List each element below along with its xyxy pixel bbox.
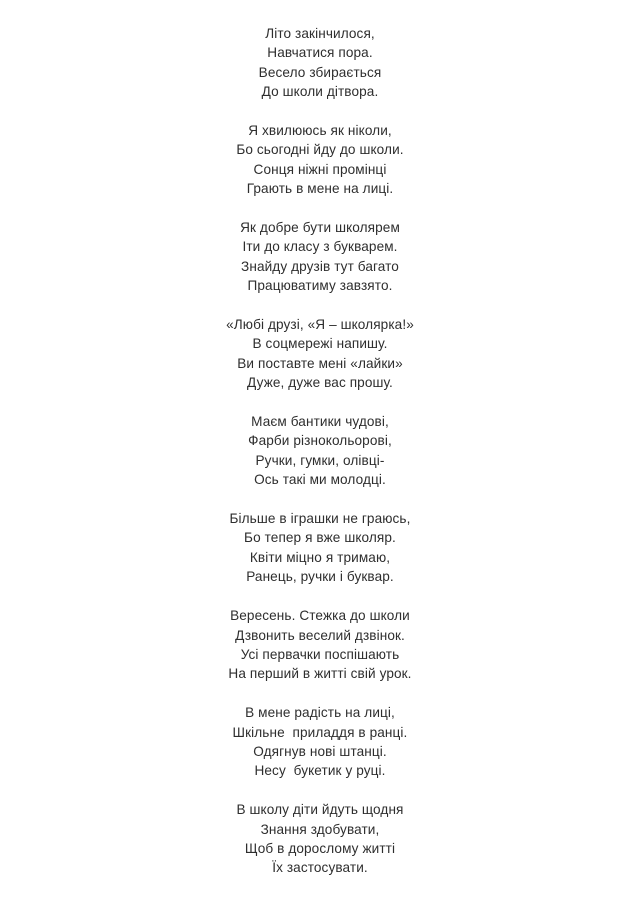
poem-line: Квіти міцно я тримаю,	[249, 549, 391, 565]
poem-line: Навчатися пора.	[267, 45, 373, 61]
poem-line: Щоб в дорослому житті	[244, 840, 396, 856]
poem-line: Літо закінчилося,	[265, 26, 375, 41]
poem-line: Шкільне приладдя в ранці.	[232, 724, 408, 740]
poem-line: В школу діти йдуть щодня	[236, 802, 404, 818]
stanza-8	[0, 703, 640, 781]
poem-line: Ручки, гумки, олівці-	[255, 452, 385, 468]
poem-line: Весело збирається	[258, 64, 382, 80]
poem-line: В соцмережі напишу.	[252, 336, 388, 352]
poem-line: Грають в мене на лиці.	[246, 181, 394, 197]
stanza-7	[0, 606, 640, 684]
stanza-2	[0, 121, 640, 199]
poem-line: Як добре бути школярем	[240, 220, 400, 236]
stanza-4	[0, 315, 640, 393]
poem-line: Іти до класу з букварем.	[242, 239, 398, 255]
poem-line: Дзвонить веселий дзвінок.	[235, 627, 405, 643]
poem-line: Ранець, ручки і буквар.	[246, 569, 394, 585]
poem-line: «Любі друзі, «Я – школярка!»	[226, 317, 414, 333]
stanza-9	[0, 800, 640, 878]
poem-line: Фарби різнокольорові,	[248, 433, 392, 449]
poem-line: Їх застосувати.	[272, 860, 368, 876]
poem-line: Одягнув нові штанці.	[253, 743, 387, 759]
poem-line: Знання здобувати,	[260, 821, 380, 837]
poem-line: Усі первачки поспішають	[240, 646, 400, 662]
poem-line: Я хвилююсь як ніколи,	[248, 123, 392, 139]
poem-line: Працюватиму завзято.	[247, 278, 393, 294]
poem-line: Дуже, дуже вас прошу.	[247, 375, 393, 391]
poem-line: Несу букетик у руці.	[254, 763, 386, 779]
poem-line: Вересень. Стежка до школи	[230, 608, 410, 624]
poem-line: Бо тепер я вже школяр.	[244, 530, 396, 546]
poem-line: Ви поставте мені «лайки»	[237, 355, 403, 371]
poem-line: Ось такі ми молодці.	[254, 472, 386, 488]
poem-line: Більше в іграшки не граюсь,	[229, 511, 411, 527]
stanza-5	[0, 412, 640, 490]
stanza-6	[0, 509, 640, 587]
stanza-3	[0, 218, 640, 296]
poem-line: Знайду друзів тут багато	[241, 258, 399, 274]
poem-line: До школи дітвора.	[261, 84, 379, 100]
poem-line: Маєм бантики чудові,	[251, 414, 389, 430]
poem-line: Сонця ніжні промінці	[253, 161, 387, 177]
poem-line: Бо сьогодні йду до школи.	[236, 142, 404, 158]
poem	[0, 24, 640, 878]
stanza-1	[0, 24, 640, 102]
poem-line: На перший в житті свій урок.	[228, 666, 412, 682]
poem-line: В мене радість на лиці,	[245, 705, 395, 721]
